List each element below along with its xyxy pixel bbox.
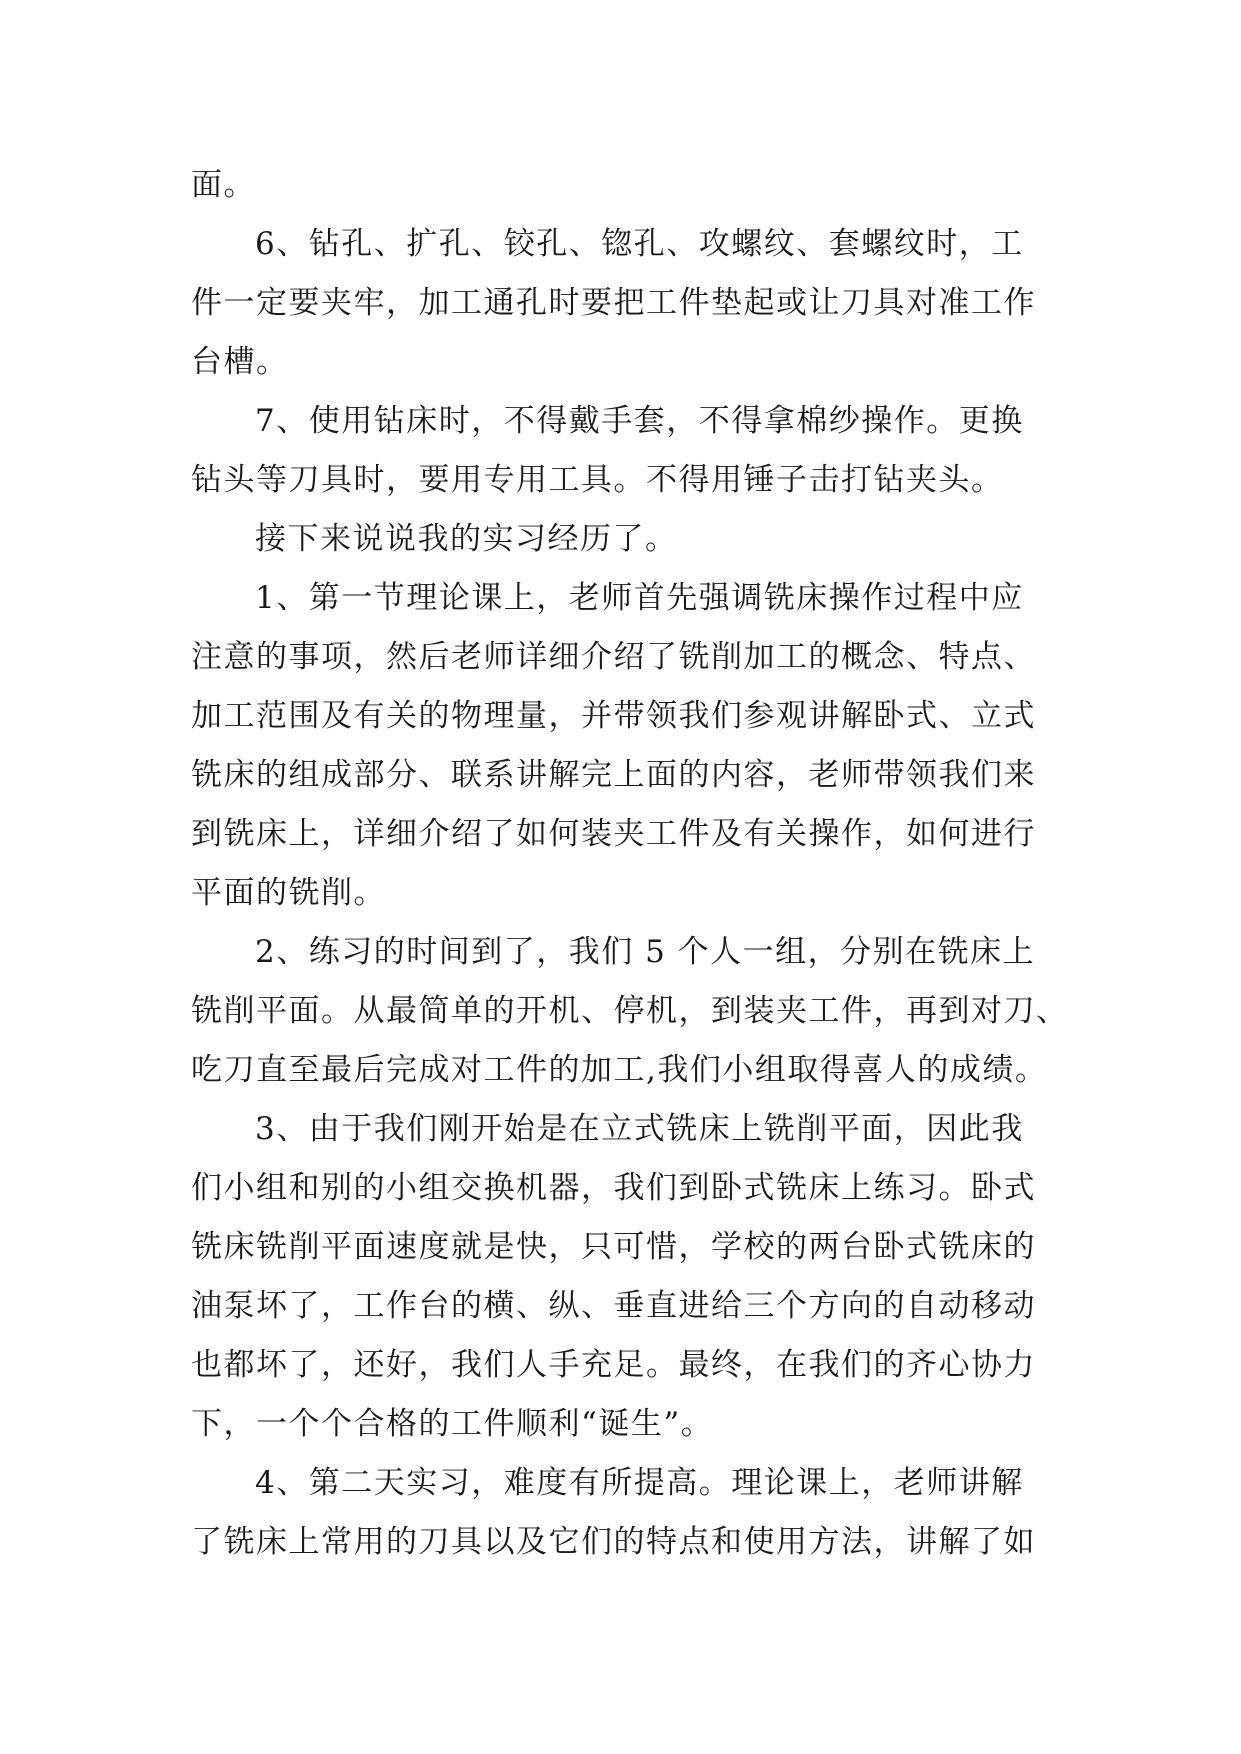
text-line: 7、使用钻床时，不得戴手套，不得拿棉纱操作。更换 xyxy=(255,403,1024,439)
text-line: 件一定要夹牢，加工通孔时要把工件垫起或让刀具对准工作 xyxy=(191,285,1036,321)
text-line: 油泵坏了，工作台的横、纵、垂直进给三个方向的自动移动 xyxy=(191,1288,1036,1324)
text-line: 面。 xyxy=(191,167,256,203)
text-line: 到铣床上，详细介绍了如何装夹工件及有关操作，如何进行 xyxy=(191,816,1036,852)
text-line: 接下来说说我的实习经历了。 xyxy=(255,521,678,557)
text-line: 台槽。 xyxy=(191,344,289,380)
text-line: 钻头等刀具时，要用专用工具。不得用锤子击打钻夹头。 xyxy=(191,462,1004,498)
text-line: 们小组和别的小组交换机器，我们到卧式铣床上练习。卧式 xyxy=(191,1170,1036,1206)
body-text xyxy=(191,156,1071,1572)
text-line: 也都坏了，还好，我们人手充足。最终，在我们的齐心协力 xyxy=(191,1347,1036,1383)
text-line: 铣削平面。从最简单的开机、停机，到装夹工件，再到对刀、 xyxy=(191,993,1069,1029)
text-line: 平面的铣削。 xyxy=(191,875,386,911)
text-line: 铣床铣削平面速度就是快，只可惜，学校的两台卧式铣床的 xyxy=(191,1229,1036,1265)
text-line: 6、钻孔、扩孔、铰孔、锪孔、攻螺纹、套螺纹时，工 xyxy=(255,226,1024,262)
text-line: 2、练习的时间到了，我们 5 个人一组，分别在铣床上 xyxy=(255,934,1036,970)
text-line: 吃刀直至最后完成对工件的加工,我们小组取得喜人的成绩。 xyxy=(191,1052,1048,1088)
text-line: 了铣床上常用的刀具以及它们的特点和使用方法，讲解了如 xyxy=(191,1524,1036,1560)
text-line: 加工范围及有关的物理量，并带领我们参观讲解卧式、立式 xyxy=(191,698,1036,734)
text-line: 注意的事项，然后老师详细介绍了铣削加工的概念、特点、 xyxy=(191,639,1036,675)
text-line: 铣床的组成部分、联系讲解完上面的内容，老师带领我们来 xyxy=(191,757,1036,793)
text-line: 3、由于我们刚开始是在立式铣床上铣削平面，因此我 xyxy=(255,1111,1024,1147)
text-line: 1、第一节理论课上，老师首先强调铣床操作过程中应 xyxy=(255,580,1024,616)
text-line: 4、第二天实习，难度有所提高。理论课上，老师讲解 xyxy=(255,1465,1024,1501)
text-line: 下，一个个合格的工件顺利“诞生”。 xyxy=(191,1406,714,1442)
